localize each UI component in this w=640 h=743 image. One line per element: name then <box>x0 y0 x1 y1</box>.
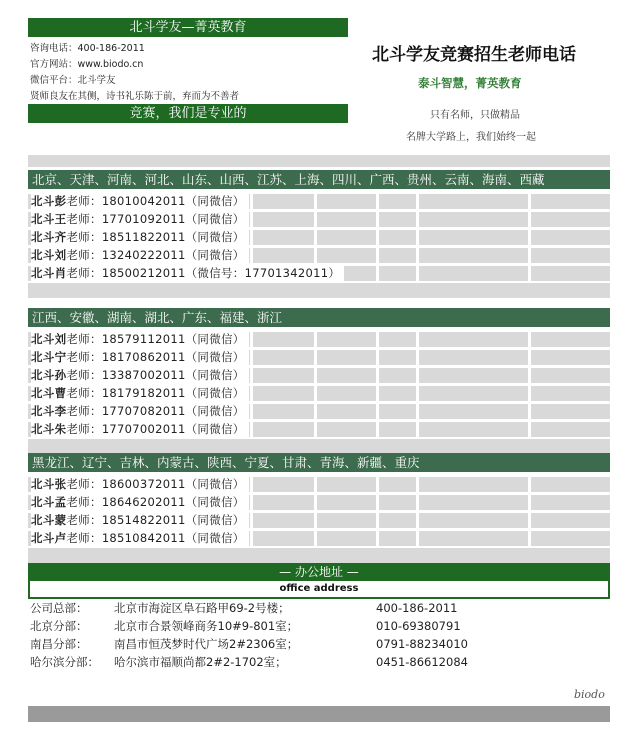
cell-separator <box>416 404 419 419</box>
teacher-contact <box>31 494 249 511</box>
office-heading: — 办公地址 — <box>28 563 610 581</box>
teacher-name: 北斗王 <box>31 212 67 226</box>
teacher-name: 北斗刘 <box>31 248 67 262</box>
teacher-contact <box>31 385 249 402</box>
footer-logo: biodo <box>574 688 605 701</box>
branch-phone[interactable]: 400-186-2011 <box>376 601 458 615</box>
teacher-row <box>28 403 610 420</box>
branch-row <box>30 600 590 617</box>
cell-separator <box>314 386 317 401</box>
cell-separator <box>376 368 379 383</box>
cell-separator <box>314 495 317 510</box>
cell-separator <box>250 368 253 383</box>
cell-separator <box>376 386 379 401</box>
brand-banner: 北斗学友—菁英教育 <box>28 18 348 37</box>
cell-separator <box>314 350 317 365</box>
teacher-phone[interactable]: 18510842011（同微信） <box>101 531 245 545</box>
teacher-phone[interactable]: 18514822011（同微信） <box>101 513 245 527</box>
cell-separator <box>376 332 379 347</box>
teacher-title: 老师： <box>66 212 102 226</box>
cell-separator <box>528 332 531 347</box>
branch-phone[interactable]: 0791-88234010 <box>376 637 468 651</box>
cell-separator <box>250 386 253 401</box>
branch-row <box>30 636 590 653</box>
official-website: 官方网站：www.biodo.cn <box>30 59 144 70</box>
cell-separator <box>314 332 317 347</box>
cell-separator <box>528 477 531 492</box>
cell-separator <box>416 422 419 437</box>
branch-address: 北京市合景领峰商务10#9-801室； <box>114 619 299 633</box>
cell-separator <box>528 212 531 227</box>
cell-separator <box>250 248 253 263</box>
teacher-phone[interactable]: 18579112011（同微信） <box>101 332 245 346</box>
teacher-name: 北斗齐 <box>31 230 67 244</box>
cell-separator <box>376 350 379 365</box>
branch-row <box>30 618 590 635</box>
cell-separator <box>528 368 531 383</box>
cell-separator <box>376 194 379 209</box>
teacher-phone[interactable]: 18600372011（同微信） <box>101 477 245 491</box>
cell-separator <box>416 386 419 401</box>
office-heading-en: office address <box>28 581 610 599</box>
teacher-row <box>28 247 610 264</box>
cell-separator <box>376 212 379 227</box>
teacher-title: 老师： <box>66 230 102 244</box>
teacher-title: 老师： <box>66 386 102 400</box>
tagline-2: 名牌大学路上，我们始终一起 <box>406 132 536 143</box>
page-title: 北斗学友竞赛招生老师电话 <box>372 45 576 65</box>
row-filler <box>28 283 610 298</box>
cell-separator <box>376 230 379 245</box>
region-header: 黑龙江、辽宁、吉林、内蒙古、陕西、宁夏、甘肃、青海、新疆、重庆 <box>28 453 610 472</box>
cell-separator <box>416 368 419 383</box>
cell-separator <box>250 332 253 347</box>
teacher-title: 老师： <box>66 404 102 418</box>
cell-separator <box>314 531 317 546</box>
teacher-name: 北斗孙 <box>31 368 67 382</box>
teacher-phone[interactable]: 18511822011（同微信） <box>101 230 245 244</box>
teacher-contact <box>31 265 344 282</box>
cell-separator <box>416 194 419 209</box>
branch-label: 南昌分部： <box>30 637 88 651</box>
wechat-platform: 微信平台：北斗学友 <box>30 75 116 86</box>
cell-separator <box>376 495 379 510</box>
teacher-row <box>28 193 610 210</box>
teacher-name: 北斗孟 <box>31 495 67 509</box>
teacher-phone[interactable]: 18170862011（同微信） <box>101 350 245 364</box>
region-header: 江西、安徽、湖南、湖北、广东、福建、浙江 <box>28 308 610 327</box>
teacher-row <box>28 331 610 348</box>
teacher-contact <box>31 512 249 529</box>
teacher-contact <box>31 476 249 493</box>
teacher-title: 老师： <box>66 194 102 208</box>
teacher-row <box>28 421 610 438</box>
tagline-1: 只有名师，只做精品 <box>430 110 520 121</box>
cell-separator <box>250 194 253 209</box>
cell-separator <box>376 266 379 281</box>
teacher-phone[interactable]: 17707082011（同微信） <box>101 404 245 418</box>
cell-separator <box>376 531 379 546</box>
cell-separator <box>314 477 317 492</box>
teacher-name: 北斗李 <box>31 404 67 418</box>
teacher-name: 北斗彭 <box>31 194 67 208</box>
cell-separator <box>376 477 379 492</box>
cell-separator <box>250 531 253 546</box>
branch-row <box>30 654 590 671</box>
teacher-name: 北斗肖 <box>31 266 67 280</box>
cell-separator <box>314 422 317 437</box>
teacher-name: 北斗刘 <box>31 332 67 346</box>
teacher-contact <box>31 193 249 210</box>
cell-separator <box>528 404 531 419</box>
teacher-row <box>28 385 610 402</box>
region-header: 北京、天津、河南、河北、山东、山西、江苏、上海、四川、广西、贵州、云南、海南、西藏 <box>28 170 610 189</box>
teacher-row <box>28 530 610 547</box>
cell-separator <box>416 332 419 347</box>
cell-separator <box>250 350 253 365</box>
branch-phone[interactable]: 010-69380791 <box>376 619 461 633</box>
branch-label: 哈尔滨分部： <box>30 655 99 669</box>
teacher-contact <box>31 229 249 246</box>
teacher-row <box>28 265 610 282</box>
cell-separator <box>314 513 317 528</box>
cell-separator <box>250 230 253 245</box>
cell-separator <box>528 531 531 546</box>
cell-separator <box>528 266 531 281</box>
teacher-phone[interactable]: 18500212011（微信号：17701342011） <box>101 266 341 280</box>
top-divider <box>28 155 610 167</box>
teacher-phone[interactable]: 18010042011（同微信） <box>101 194 245 208</box>
teacher-row <box>28 512 610 529</box>
teacher-phone[interactable]: 13387002011（同微信） <box>101 368 245 382</box>
teacher-title: 老师： <box>66 266 102 280</box>
footer-bar <box>28 706 610 722</box>
row-filler <box>28 439 610 454</box>
cell-separator <box>314 212 317 227</box>
cell-separator <box>250 495 253 510</box>
cell-separator <box>416 495 419 510</box>
branch-phone[interactable]: 0451-86612084 <box>376 655 468 669</box>
cell-separator <box>376 422 379 437</box>
teacher-row <box>28 476 610 493</box>
teacher-contact <box>31 421 249 438</box>
cell-separator <box>376 404 379 419</box>
branch-address: 哈尔滨市福顺尚都2#2-1702室； <box>114 655 287 669</box>
cell-separator <box>250 404 253 419</box>
teacher-title: 老师： <box>66 332 102 346</box>
teacher-row <box>28 367 610 384</box>
cell-separator <box>250 422 253 437</box>
cell-separator <box>314 194 317 209</box>
cell-separator <box>528 513 531 528</box>
cell-separator <box>376 248 379 263</box>
teacher-title: 老师： <box>66 513 102 527</box>
cell-separator <box>528 495 531 510</box>
teacher-contact <box>31 247 249 264</box>
row-filler <box>28 548 610 563</box>
cell-separator <box>528 386 531 401</box>
teacher-name: 北斗蒙 <box>31 513 67 527</box>
teacher-title: 老师： <box>66 495 102 509</box>
cell-separator <box>528 350 531 365</box>
teacher-contact <box>31 403 249 420</box>
motto: 贤师良友在其侧，诗书礼乐陈于前，弃而为不善者 <box>30 91 240 102</box>
teacher-row <box>28 229 610 246</box>
teacher-phone[interactable]: 17707002011（同微信） <box>101 422 245 436</box>
cell-separator <box>416 248 419 263</box>
cell-separator <box>250 513 253 528</box>
branch-label: 公司总部： <box>30 601 88 615</box>
teacher-name: 北斗宁 <box>31 350 67 364</box>
teacher-contact <box>31 349 249 366</box>
cell-separator <box>416 350 419 365</box>
consult-phone: 咨询电话：400-186-2011 <box>30 43 145 54</box>
teacher-name: 北斗曹 <box>31 386 67 400</box>
cell-separator <box>314 404 317 419</box>
page-subtitle: 泰斗智慧，菁英教育 <box>418 76 522 90</box>
teacher-name: 北斗卢 <box>31 531 67 545</box>
teacher-title: 老师： <box>66 248 102 262</box>
cell-separator <box>314 248 317 263</box>
cell-separator <box>250 477 253 492</box>
cell-separator <box>416 230 419 245</box>
cell-separator <box>250 212 253 227</box>
cell-separator <box>314 368 317 383</box>
slogan-banner: 竞赛，我们是专业的 <box>28 104 348 123</box>
teacher-row <box>28 494 610 511</box>
cell-separator <box>376 513 379 528</box>
branch-label: 北京分部： <box>30 619 88 633</box>
teacher-name: 北斗张 <box>31 477 67 491</box>
branch-address: 北京市海淀区阜石路甲69-2号楼； <box>114 601 290 615</box>
teacher-phone[interactable]: 13240222011（同微信） <box>101 248 245 262</box>
cell-separator <box>416 266 419 281</box>
branch-address: 南昌市恒茂梦时代广场2#2306室； <box>114 637 299 651</box>
teacher-phone[interactable]: 18179182011（同微信） <box>101 386 245 400</box>
teacher-row <box>28 349 610 366</box>
teacher-contact <box>31 331 249 348</box>
teacher-title: 老师： <box>66 477 102 491</box>
cell-separator <box>416 212 419 227</box>
teacher-title: 老师： <box>66 350 102 364</box>
cell-separator <box>528 248 531 263</box>
cell-separator <box>528 194 531 209</box>
teacher-contact <box>31 367 249 384</box>
teacher-name: 北斗朱 <box>31 422 67 436</box>
teacher-contact <box>31 211 249 228</box>
teacher-phone[interactable]: 18646202011（同微信） <box>101 495 245 509</box>
teacher-title: 老师： <box>66 422 102 436</box>
cell-separator <box>528 230 531 245</box>
teacher-title: 老师： <box>66 531 102 545</box>
teacher-row <box>28 211 610 228</box>
teacher-phone[interactable]: 17701092011（同微信） <box>101 212 245 226</box>
cell-separator <box>416 477 419 492</box>
cell-separator <box>416 513 419 528</box>
teacher-contact <box>31 530 249 547</box>
teacher-title: 老师： <box>66 368 102 382</box>
cell-separator <box>314 230 317 245</box>
cell-separator <box>528 422 531 437</box>
cell-separator <box>416 531 419 546</box>
